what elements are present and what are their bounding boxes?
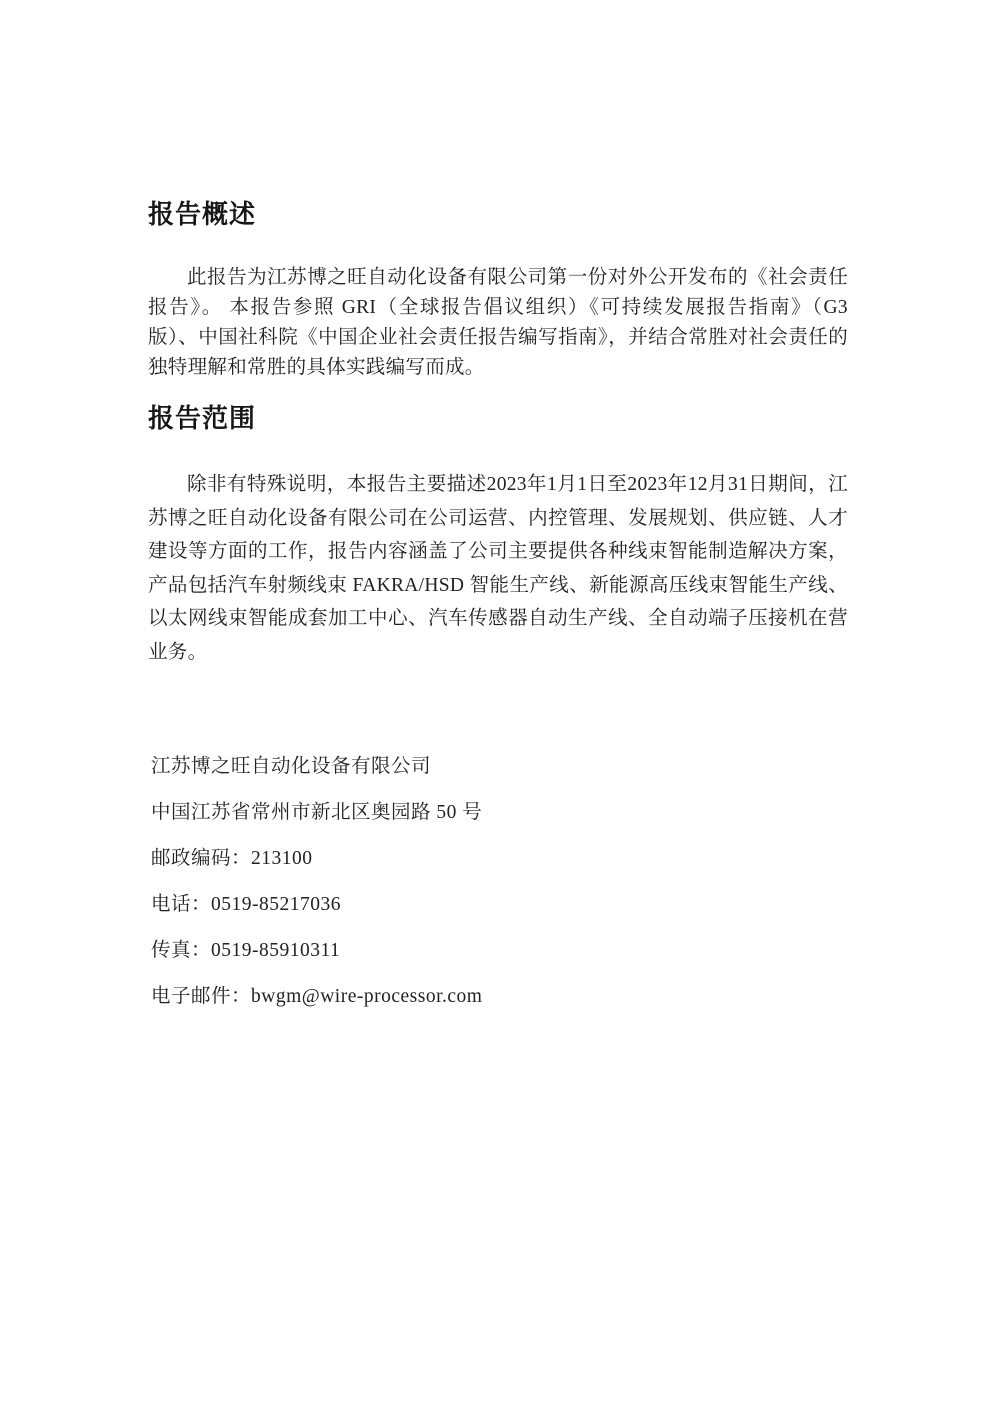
heading-report-scope: 报告范围 — [148, 403, 257, 433]
contact-block — [151, 756, 851, 1032]
section-report-overview — [148, 198, 848, 383]
contact-fax: 传真：0519-85910311 — [151, 940, 341, 961]
heading-report-overview: 报告概述 — [148, 199, 257, 229]
contact-address: 中国江苏省常州市新北区奥园路 50 号 — [151, 802, 483, 823]
contact-email: 电子邮件：bwgm@wire-processor.com — [151, 986, 483, 1007]
contact-phone: 电话：0519-85217036 — [151, 894, 341, 915]
paragraph-report-scope: 除非有特殊说明，本报告主要描述2023年1月1日至2023年12月31日期间，江苏博之旺自动化设备有限公司在公司运营、内控管理、发展规划、供应链、人才建设等方面的工作，报告内容涵盖了公司主要提供各种线束智能制造解决方案，产品包括汽车射频线束 FAKRA/HSD 智能生产线、新能源高压线束智能生产线、以太网线束智能成套加工中心、汽车传感器自动生产线、全自动端子压接机在营业务。 — [148, 474, 848, 663]
paragraph-report-overview: 此报告为江苏博之旺自动化设备有限公司第一份对外公开发布的《社会责任报告》。 本报告参照 GRI（全球报告倡议组织）《可持续发展报告指南》（G3 版）、中国社科院《中国企业社会责任报告编写指南》，并结合常胜对社会责任的独特理解和常胜的具体实践编写而成。 — [148, 267, 848, 378]
contact-postal-code: 邮政编码：213100 — [151, 848, 313, 869]
section-report-scope — [148, 402, 848, 669]
contact-company-name: 江苏博之旺自动化设备有限公司 — [151, 756, 432, 777]
